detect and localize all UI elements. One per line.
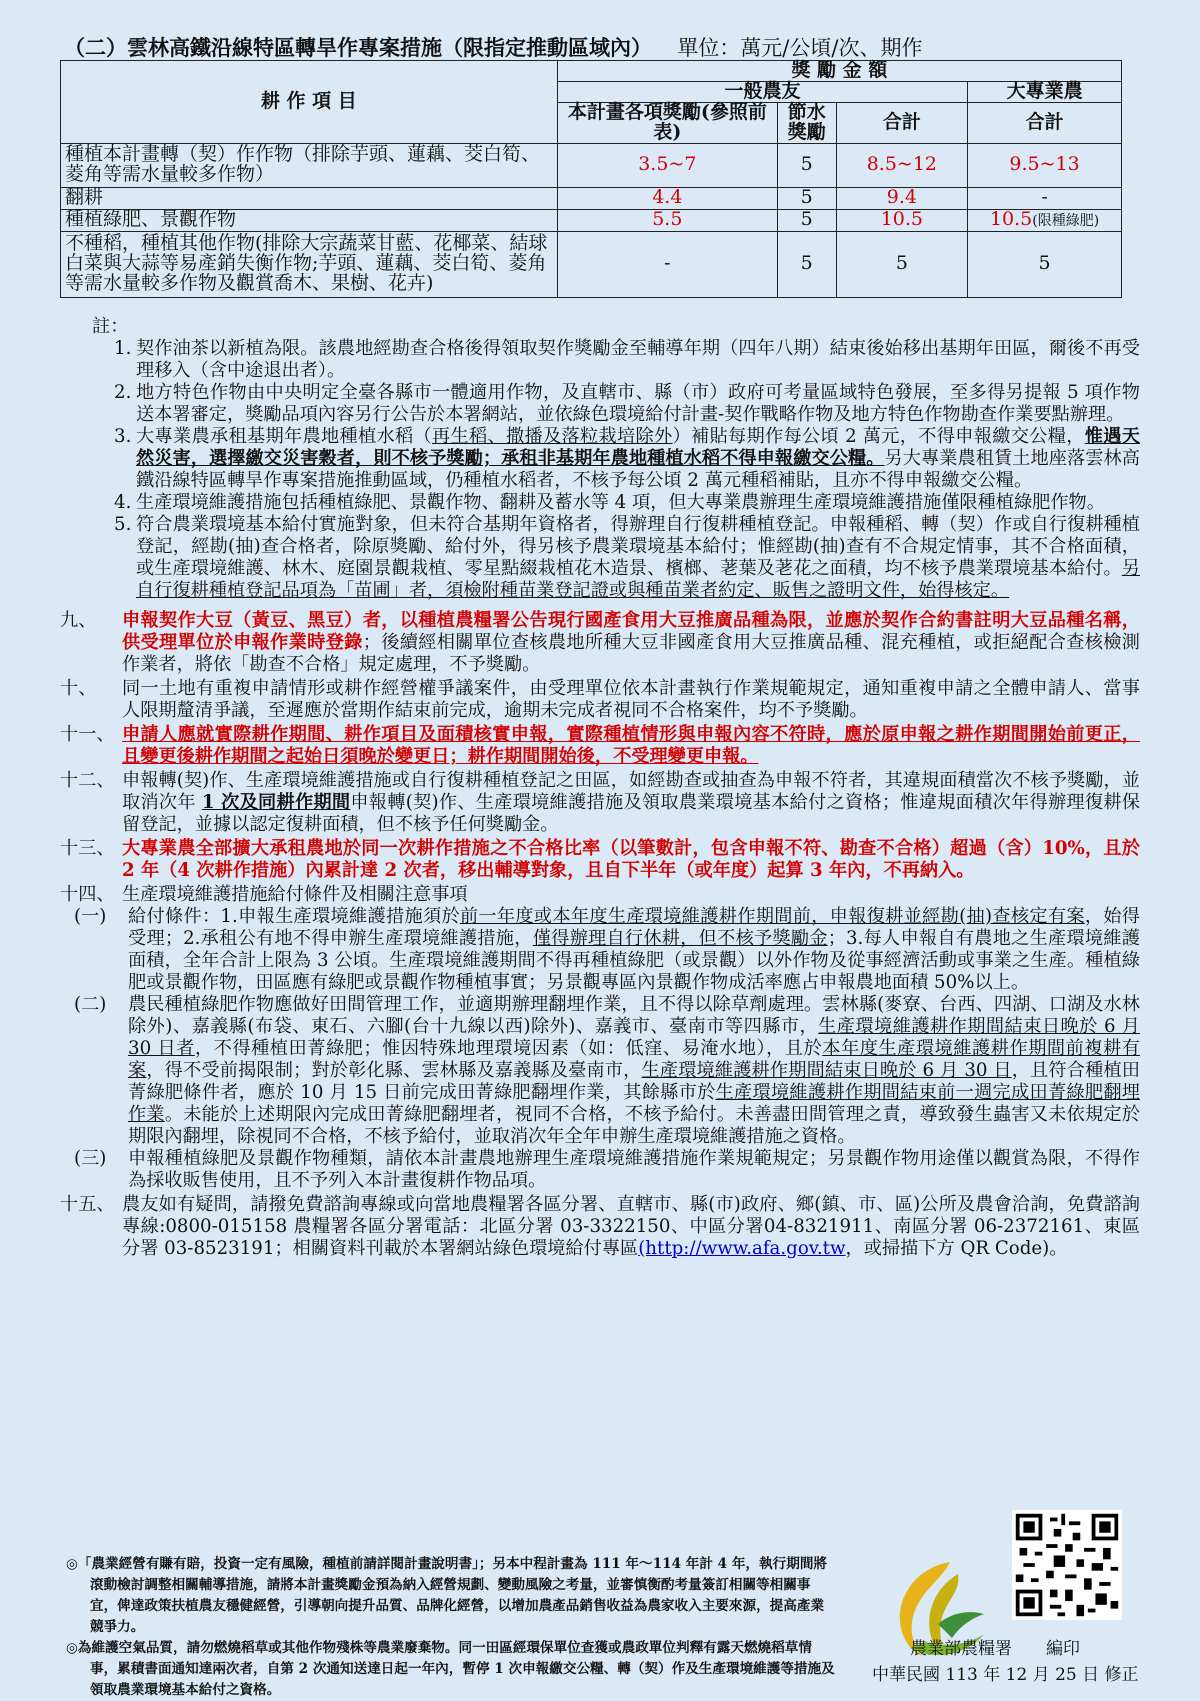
row-base: 4.4 <box>557 187 777 209</box>
section-11: 十一、 申請人應就實際耕作期間、耕作項目及面積核實申報，實際種植情形與申報內容不符時，應於原申報之耕作期間開始前更正，且變更後耕作期間之起始日須晚於變更日；耕作期間開始後，不受理變更申報。 <box>60 724 1140 767</box>
row-item: 種植綠肥、景觀作物 <box>61 209 558 231</box>
subsection-2: (二) 農民種植綠肥作物應做好田間管理工作，並適期辦理翻埋作業，且不得以除草劑處理。雲林縣(麥寮、台西、四湖、口湖及水林除外)、嘉義縣(布袋、東石、六腳(台十九線以西)除外)、嘉義市、臺南市等四縣市，生產環境維護耕作期間結束日晚於 6 月 30 日者，不得種植田菁綠肥；惟因特殊地理環境因素（如：低窪、易淹水地），且於本年度生產環境維護耕作期間前複耕有案，得不受前揭限制；對於彰化縣、雲林縣及嘉義縣及臺南市，生產環境維護耕作期間結束日晚於 6 月 30 日，且符合種植田菁綠肥條件者，應於 10 月 15 日前完成田菁綠肥翻埋作業，其餘縣市於生產環境維護耕作期間結束前一週完成田菁綠肥翻埋作業。未能於上述期限內完成田菁綠肥翻埋者，視同不合格，不核予給付。未善盡田間管理之責，導致發生蟲害又未依規定於期限內翻埋，除視同不合格，不核予給付，並取消次年全年申辦生產環境維護措施之資格。 <box>74 994 1140 1147</box>
header-item: 耕 作 項 目 <box>61 61 558 144</box>
row-base: 5.5 <box>557 209 777 231</box>
title-text: （二）雲林高鐵沿線特區轉旱作專案措施（限指定推動區域內） <box>64 35 652 60</box>
publisher-signature: 農業部農糧署 編印 <box>910 1639 1080 1659</box>
header-total: 合計 <box>836 102 968 143</box>
note-item: 4. 生產環境維護措施包括種植綠肥、景觀作物、翻耕及蓄水等 4 項，但大專業農辦理生產環境維護措施僅限種植綠肥作物。 <box>114 492 1105 513</box>
section-10: 十、 同一土地有重複申請情形或耕作經營權爭議案件，由受理單位依本計畫執行作業規範規定，通知重複申請之全體申請人、當事人限期釐清爭議，至遲應於當期作結束前完成，逾期未完成者視同不合格案件，均不予獎勵。 <box>60 678 1140 721</box>
row-water: 5 <box>777 231 836 297</box>
section-title <box>64 32 922 62</box>
row-item: 種植本計畫轉（契）作作物（排除芋頭、蓮藕、茭白筍、菱角等需水量較多作物） <box>61 143 558 187</box>
row-total: 5 <box>836 231 968 297</box>
note-item: 2. 地方特色作物由中央明定全臺各縣市一體適用作物，及直轄市、縣（市）政府可考量區域特色發展，至多得另提報 5 項作物送本署審定，獎勵品項內容另行公告於本署網站，並依綠色環境給付計畫-契作戰略作物及地方特色作物勘查作業要點辦理。 <box>114 382 1140 425</box>
revision-date: 中華民國 113 年 12 月 25 日 修正 <box>872 1665 1139 1685</box>
section-14: 十四、 生產環境維護措施給付條件及相關注意事項 <box>60 884 468 905</box>
header-water: 節水獎勵 <box>777 102 836 143</box>
header-base: 本計畫各項獎勵(參照前表) <box>557 102 777 143</box>
table-row <box>61 143 1122 187</box>
footer-note: ◎「農業經營有賺有賠，投資一定有風險，種植前請詳閱計畫說明書」；另本中程計畫為 111 年～114 年計 4 年，執行期間將滾動檢討調整相關輔導措施，請將本計畫獎勵金預為納入經營規劃、變動風險之考量，並審慎衡酌考量簽訂相關等相關事宜，俾達政策扶植農友穩健經營，引導朝向提升品質、品牌化經營，以增加農產品銷售收益為農家收入主要來源，提高產業競爭力。 <box>66 1556 828 1635</box>
subsection-1: (一) 給付條件：1.申報生產環境維護措施須於前一年度或本年度生產環境維護耕作期間前，申報復耕並經勘(抽)查核定有案，始得受理；2.承租公有地不得申辦生產環境維護措施，僅得辦理自行休耕，但不核予獎勵金；3.每人申報自有農地之生產環境維護面積，全年合計上限為 3 公頃。生產環境維護期間不得再種植綠肥（或景觀）以外作物及從事經濟活動或事業之生產。種植綠肥或景觀作物，田區應有綠肥或景觀作物種植事實；另景觀專區內景觀作物成活率應占申報農地面積 50%以上。 <box>74 906 1140 993</box>
row-base: 3.5~7 <box>557 143 777 187</box>
row-water: 5 <box>777 209 836 231</box>
section-13: 十三、 大專業農全部擴大承租農地於同一次耕作措施之不合格比率（以筆數計，包含申報不符、勘查不合格）超過（含）10%，且於 2 年（4 次耕作措施）內累計達 2 次者，移出輔導對象，且自下半年（或年度）起算 3 年內，不再納入。 <box>60 838 1140 881</box>
row-total: 10.5 <box>836 209 968 231</box>
table-row <box>61 209 1122 231</box>
row-total: 8.5~12 <box>836 143 968 187</box>
section-12: 十二、 申報轉(契)作、生產環境維護措施或自行復耕種植登記之田區，如經勘查或抽查為申報不符者，其違規面積當次不核予獎勵，並取消次年 1 次及同耕作期間申報轉(契)作、生產環境維護措施及領取農業環境基本給付之資格；惟違規面積次年得辦理復耕保留登記，並據以認定復耕面積，但不核予任何獎勵金。 <box>60 770 1140 835</box>
table-row <box>61 187 1122 209</box>
row-item: 不種稻，種植其他作物(排除大宗蔬菜甘藍、花椰菜、結球白菜與大蒜等易產銷失衡作物;芋頭、蓮藕、茭白筍、菱角等需水量較多作物及觀賞喬木、果樹、花卉) <box>61 231 558 297</box>
row-base: - <box>557 231 777 297</box>
section-15: 十五、 農友如有疑問，請撥免費諮詢專線或向當地農糧署各區分署、直轄市、縣(市)政府、鄉(鎮、市、區)公所及農會洽詢，免費諮詢專線:0800-015158 農糧署各區分署電話：北區分署 03-3322150、中區分署04-8321911、南區分署 06-2372161、東區分署 03-8523191；相關資料刊載於本署網站綠色環境給付專區(http://www.afa.gov.tw，或掃描下方 QR Code)。 <box>60 1194 1140 1259</box>
section-9: 九、 申報契作大豆（黃豆、黑豆）者，以種植農糧署公告現行國產食用大豆推廣品種為限，並應於契作合約書註明大豆品種名稱，供受理單位於申報作業時登錄；後續經相關單位查核農地所種大豆非國產食用大豆推廣品種、混充種植，或拒絕配合查核檢測作業者，將依「勘查不合格」規定處理，不予獎勵。 <box>60 610 1140 675</box>
row-item: 翻耕 <box>61 187 558 209</box>
row-large: 5 <box>968 231 1122 297</box>
note-item: 1. 契作油茶以新植為限。該農地經勘查合格後得領取契作獎勵金至輔導年期（四年八期）結束後始移出基期年田區，爾後不再受理移入（含中途退出者）。 <box>114 338 1140 381</box>
unit-text: 單位：萬元/公頃/次、期作 <box>677 36 923 60</box>
note-item: 5. 符合農業環境基本給付實施對象，但未符合基期年資格者，得辦理自行復耕種植登記。申報種稻、轉（契）作或自行復耕種植登記，經勘(抽)查合格者，除原獎勵、給付外，得另核予農業環境基本給付；惟經勘(抽)查有不合規定情事，其不合格面積，或生產環境維護、林木、庭園景觀栽植、零星點綴栽植花木造景、檳榔、荖葉及荖花之面積，均不核予農業環境基本給付。另自行復耕種植登記品項為「苗圃」者，須檢附種苗業登記證或與種苗業者約定、販售之證明文件，始得核定。 <box>114 514 1140 601</box>
header-large: 大專業農 <box>968 81 1122 102</box>
header-amount: 獎 勵 金 額 <box>557 61 1121 82</box>
row-total: 9.4 <box>836 187 968 209</box>
table-row <box>61 231 1122 297</box>
header-general: 一般農友 <box>557 81 967 102</box>
subsidy-table <box>60 60 1122 298</box>
subsection-3: (三) 申報種植綠肥及景觀作物種類，請依本計畫農地辦理生產環境維護措施作業規範規定；另景觀作物用途僅以觀賞為限，不得作為採收販售使用，且不予列入本計畫復耕作物品項。 <box>74 1148 1140 1191</box>
qr-code-icon[interactable] <box>1012 1510 1122 1620</box>
header-total-large: 合計 <box>968 102 1122 143</box>
notes-block <box>60 316 1140 1260</box>
footer-notes <box>66 1554 836 1701</box>
row-water: 5 <box>777 143 836 187</box>
row-large: 9.5~13 <box>968 143 1122 187</box>
note-item: 3. 大專業農承租基期年農地種植水稻（再生稻、撒播及落粒栽培除外）補貼每期作每公頃 2 萬元，不得申報繳交公糧，惟遇天然災害，選擇繳交災害穀者，則不核予獎勵；承租非基期年農地種植水稻不得申報繳交公糧。另大專業農租賃土地座落雲林高鐵沿線特區轉旱作專案措施推動區域，仍種植水稻者，不核予每公頃 2 萬元種稻補貼，且亦不得申報繳交公糧。 <box>114 426 1140 491</box>
row-large: 10.5(限種綠肥) <box>968 209 1122 231</box>
footer-note: ◎為維護空氣品質，請勿燃燒稻草或其他作物殘株等農業廢棄物。同一田區經環保單位查獲或農政單位判釋有露天燃燒稻草情事，累積書面通知達兩次者，自第 2 次通知送達日起一年內，暫停 1 次申報繳交公糧、轉（契）作及生產環境維護等措施及領取農業環境基本給付之資格。 <box>66 1640 835 1698</box>
notes-heading: 註： <box>92 316 129 337</box>
row-large: - <box>968 187 1122 209</box>
afa-link[interactable]: (http://www.afa.gov.tw <box>638 1238 846 1259</box>
row-water: 5 <box>777 187 836 209</box>
